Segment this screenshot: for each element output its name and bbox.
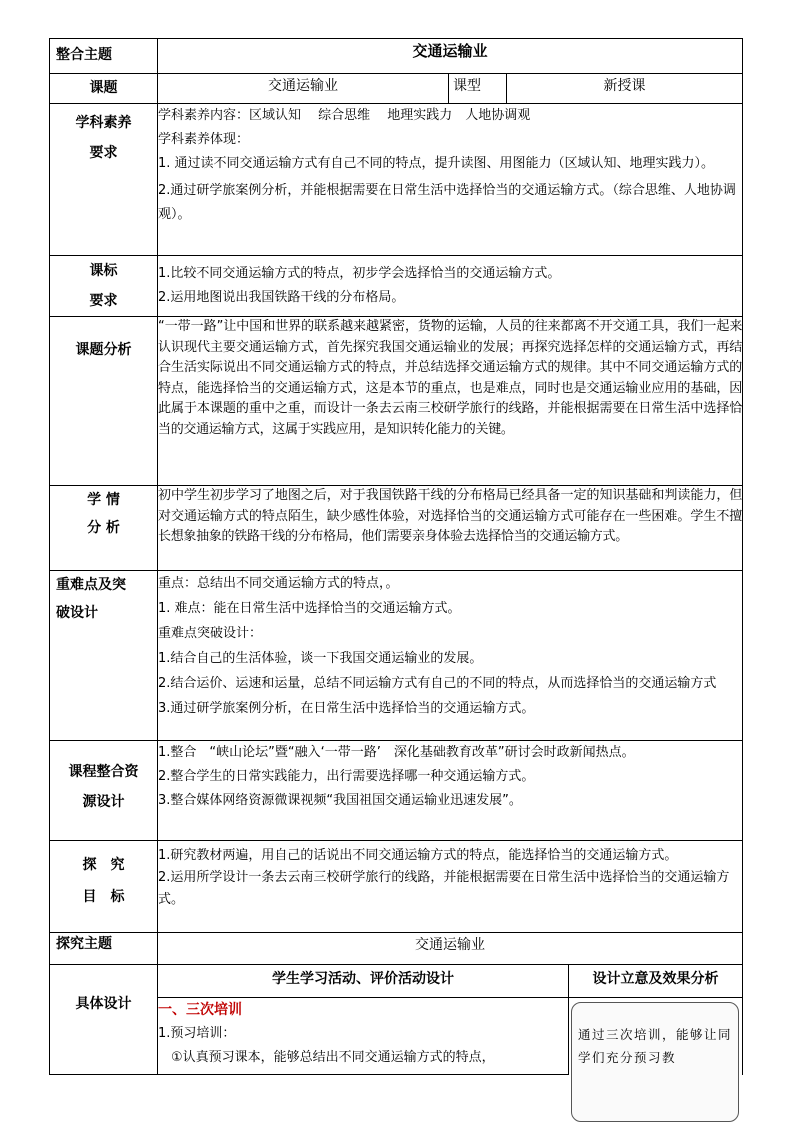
resources-line: 1.整合 “峡山论坛”暨“融入‘一带一路’ 深化基础教育改革”研讨会时政新闻热点。 [158,745,635,760]
lesson-label: 课题 [50,74,158,104]
resources-line: 2.整合学生的日常实践能力，出行需要选择哪一种交通运输方式。 [158,769,535,784]
row-analysis [50,317,743,486]
theme-value: 交通运输业 [158,39,743,74]
literacy-label-line1: 学科素养 [75,115,132,131]
standard-label-line2: 要求 [89,293,118,309]
keypoints-line: 重点：总结出不同交通运输方式的特点，。 [158,576,399,591]
literacy-label [50,104,158,256]
keypoints-line: 重难点突破设计： [158,626,263,641]
literacy-content [158,104,743,256]
students-text: 初中学生初步学习了地图之后，对于我国铁路干线的分布格局已经具备一定的知识基础和判读能力，但对交通运输方式的特点陌生，缺少感性体验，对选择恰当的交通运输方式可能存在一些困难。学生不擅长想象抽象的铁路干线的分布格局，他们需要亲身体验去选择恰当的交通运输方式。 [158,486,743,571]
row-keypoints [50,571,743,741]
goals-label [50,841,158,933]
row-students [50,486,743,571]
row-design-header [50,965,743,998]
design-analysis-note: 通过三次培训，能够让同学们充分预习教 [571,1002,739,1122]
standard-label [50,256,158,317]
keypoints-line: 1.结合自己的生活体验，谈一下我国交通运输业的发展。 [158,651,483,666]
step-title: 1.预习培训： [158,1026,236,1041]
topic-label: 探究主题 [50,933,158,965]
goals-label-line2: 目 标 [82,889,125,905]
literacy-line: 学科素养内容：区域认知 综合思维 地理实践力 人地协调观 [158,108,531,123]
goals-line: 1.研究教材两遍，用自己的话说出不同交通运输方式的特点，能选择恰当的交通运输方式。 [158,848,678,863]
literacy-line: 2.通过研学旅案例分析，并能根据需要在日常生活中选择恰当的交通运输方式。（综合思维、人地协调观）。 [158,183,736,222]
design-label: 具体设计 [50,965,158,1075]
literacy-line: 1. 通过读不同交通运输方式有自己不同的特点，提升读图、用图能力（区域认知、地理实践力）。 [158,156,715,171]
resources-content [158,741,743,841]
design-activities [158,998,569,1075]
design-col1-header: 学生学习活动、评价活动设计 [158,965,569,998]
row-goals [50,841,743,933]
keypoints-content [158,571,743,741]
keypoints-line: 1. 难点：能在日常生活中选择恰当的交通运输方式。 [158,601,461,616]
section-title: 一、三次培训 [158,1002,242,1018]
analysis-text: “一带一路”让中国和世界的联系越来越紧密，货物的运输，人员的往来都离不开交通工具，我们一起来认识现代主要交通运输方式，首先探究我国交通运输业的发展；再探究选择怎样的交通运输方式，再结合生活实际说出不同交通运输方式的特点，并总结选择交通运输方式的规律。其中不同交通运输方式的特点，能选择恰当的交通运输方式，这是本节的重点，也是难点，同时也是交通运输业应用的基础，因此属于本课题的重中之重，而设计一条去云南三校研学旅行的线路，并能根据需要在日常生活中选择恰当的交通运输方式，这属于实践应用，是知识转化能力的关键。 [158,317,743,486]
students-label [50,486,158,571]
lesson-plan-table [49,38,743,1075]
goals-content [158,841,743,933]
keypoints-label-line1: 重难点及突 [56,577,126,593]
design-col2-header: 设计立意及效果分析 [569,965,743,998]
keypoints-line: 3.通过研学旅案例分析，在日常生活中选择恰当的交通运输方式。 [158,701,535,716]
standard-line: 2.运用地图说出我国铁路干线的分布格局。 [158,290,405,305]
students-label-line2: 分 析 [87,520,120,536]
goals-line: 2.运用所学设计一条去云南三校研学旅行的线路，并能根据需要在日常生活中选择恰当的交通运输方式。 [158,870,730,907]
row-lesson [50,74,743,104]
literacy-label-line2: 要求 [89,145,118,161]
row-resources [50,741,743,841]
resources-label-line2: 源设计 [82,794,125,810]
standard-content [158,256,743,317]
resources-label [50,741,158,841]
topic-value: 交通运输业 [158,933,743,965]
analysis-label: 课题分析 [50,317,158,486]
lesson-type-value: 新授课 [507,74,743,104]
row-literacy [50,104,743,256]
keypoints-line: 2.结合运价、运速和运量，总结不同运输方式有自己的不同的特点，从而选择恰当的交通运输方式 [158,676,717,691]
row-standard [50,256,743,317]
standard-line: 1.比较不同交通运输方式的特点，初步学会选择恰当的交通运输方式。 [158,266,561,281]
lesson-value: 交通运输业 [158,74,449,104]
resources-line: 3.整合媒体网络资源微课视频“我国祖国交通运输业迅速发展”。 [158,793,522,808]
theme-label: 整合主题 [50,39,158,74]
students-label-line1: 学 情 [87,492,120,508]
goals-label-line1: 探 究 [82,857,125,873]
standard-label-line1: 课标 [89,263,118,279]
keypoints-label-line2: 破设计 [56,605,98,621]
resources-label-line1: 课程整合资 [68,764,139,780]
row-topic [50,933,743,965]
lesson-type-label: 课型 [449,74,507,104]
literacy-line: 学科素养体现： [158,132,250,147]
step-item: ①认真预习课本，能够总结出不同交通运输方式的特点， [171,1050,495,1065]
row-theme [50,39,743,74]
keypoints-label [50,571,158,741]
